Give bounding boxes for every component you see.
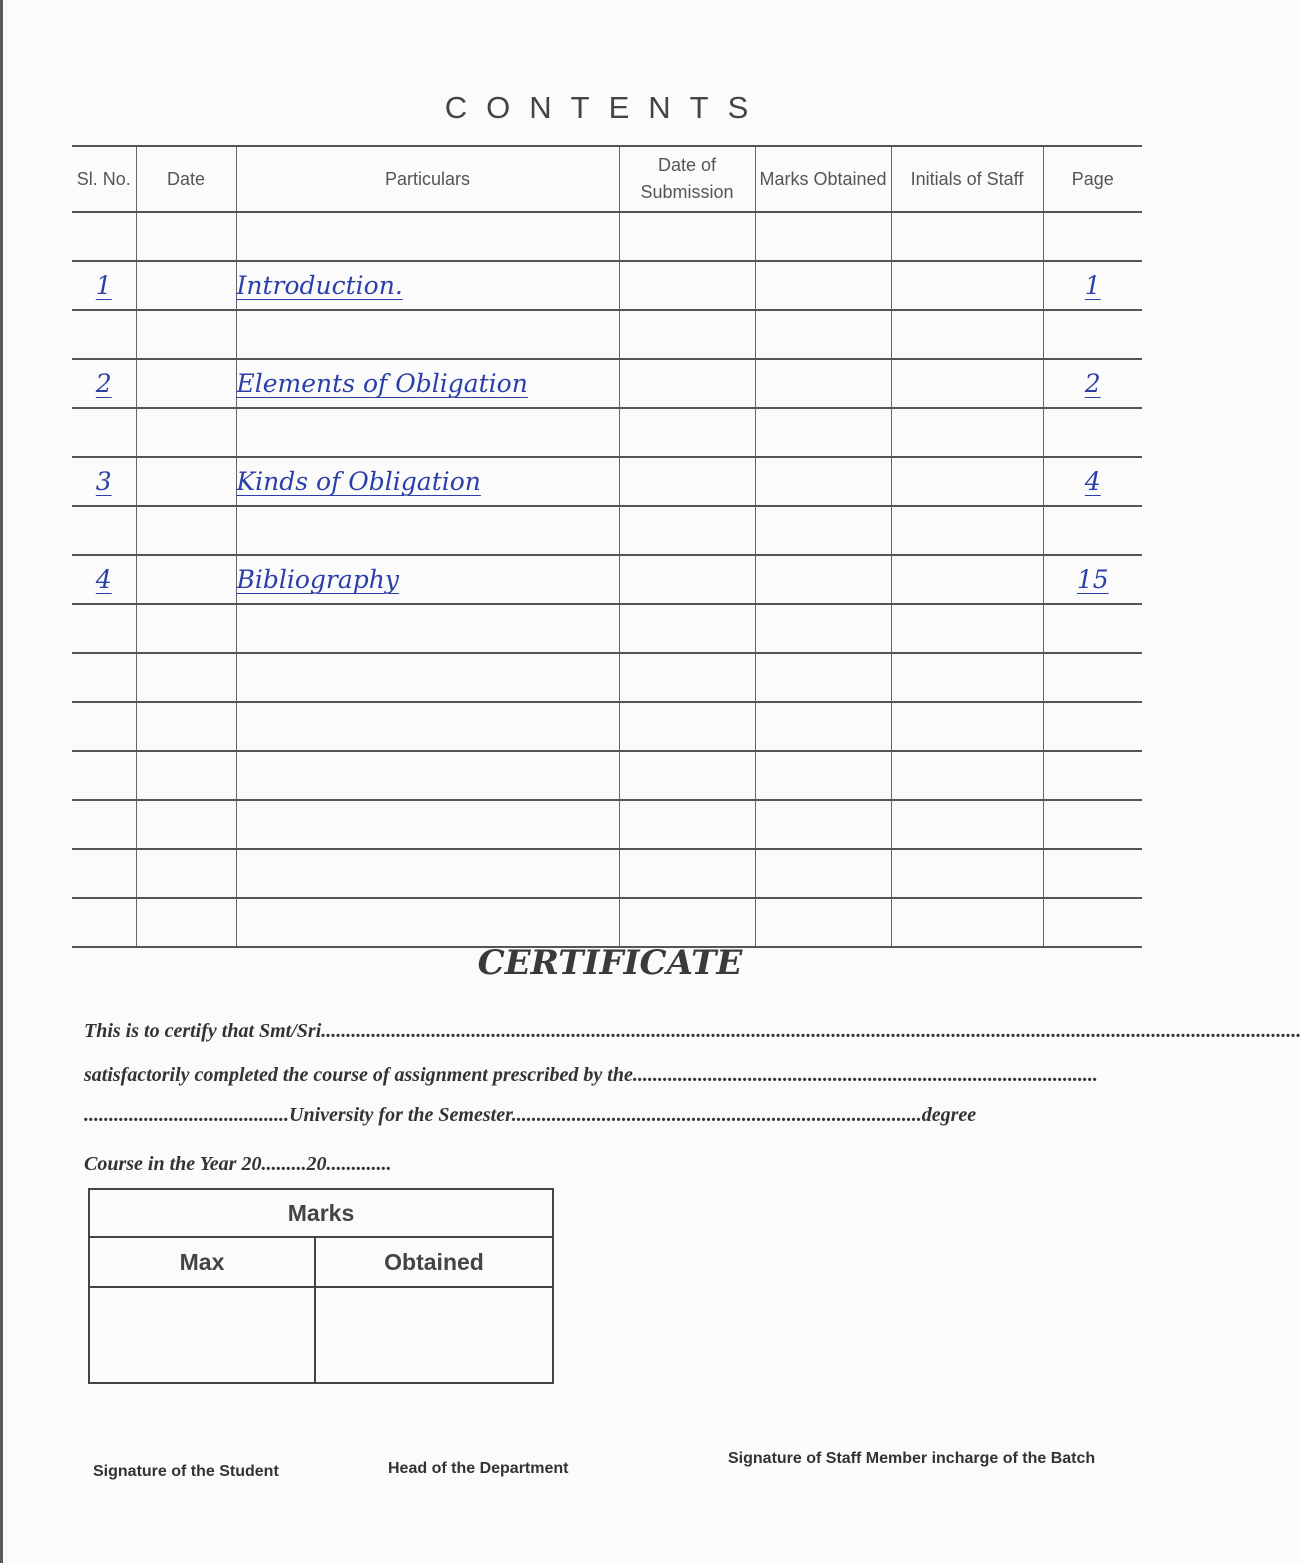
page-cell [1043, 261, 1142, 310]
initials-cell [891, 653, 1043, 702]
submission-cell [619, 408, 755, 457]
marks-cell [755, 555, 891, 604]
initials-cell [891, 800, 1043, 849]
sl-cell [72, 800, 136, 849]
marks-cell [755, 898, 891, 947]
date-cell [136, 506, 236, 555]
sl-cell [72, 751, 136, 800]
initials-cell [891, 457, 1043, 506]
sl-cell [72, 555, 136, 604]
initials-cell [891, 408, 1043, 457]
sl-cell [72, 653, 136, 702]
marks-obtained-value [315, 1287, 553, 1383]
sl-text: 1 [95, 271, 112, 300]
submission-cell [619, 800, 755, 849]
particulars-cell [236, 702, 619, 751]
date-cell [136, 849, 236, 898]
submission-cell [619, 261, 755, 310]
page-cell [1043, 849, 1142, 898]
table-row [72, 212, 1142, 261]
date-cell [136, 800, 236, 849]
marks-table [88, 1188, 554, 1384]
date-cell [136, 212, 236, 261]
header-date: Date [136, 146, 236, 212]
particulars-cell [236, 604, 619, 653]
certificate-title: CERTIFICATE [477, 943, 743, 983]
table-row [72, 310, 1142, 359]
table-row [72, 800, 1142, 849]
signature-hod: Head of the Department [388, 1460, 569, 1477]
marks-cell [755, 310, 891, 359]
sl-text: 2 [95, 369, 112, 398]
page-cell [1043, 457, 1142, 506]
particulars-cell [236, 212, 619, 261]
marks-cell [755, 751, 891, 800]
submission-cell [619, 604, 755, 653]
date-cell [136, 261, 236, 310]
page-text: 15 [1076, 565, 1109, 594]
marks-cell [755, 457, 891, 506]
submission-cell [619, 212, 755, 261]
submission-cell [619, 653, 755, 702]
initials-cell [891, 359, 1043, 408]
particulars-cell [236, 898, 619, 947]
submission-cell [619, 849, 755, 898]
certificate-line-2: satisfactorily completed the course of assignment prescribed by the............................................................................................. [84, 1064, 1098, 1086]
particulars-text: Kinds of Obligation [236, 467, 481, 496]
marks-obtained-label: Obtained [315, 1237, 553, 1287]
particulars-cell [236, 555, 619, 604]
particulars-cell [236, 457, 619, 506]
date-cell [136, 555, 236, 604]
table-row [72, 751, 1142, 800]
initials-cell [891, 506, 1043, 555]
sl-cell [72, 506, 136, 555]
particulars-cell [236, 408, 619, 457]
date-cell [136, 898, 236, 947]
particulars-cell [236, 751, 619, 800]
initials-cell [891, 310, 1043, 359]
marks-cell [755, 849, 891, 898]
initials-cell [891, 604, 1043, 653]
certificate-line-1: This is to certify that Smt/Sri.................................................................................................................................................................................................... [84, 1020, 1301, 1042]
page-cell [1043, 212, 1142, 261]
table-row [72, 506, 1142, 555]
submission-cell [619, 506, 755, 555]
sl-cell [72, 849, 136, 898]
page-cell [1043, 800, 1142, 849]
page-text: 2 [1084, 369, 1101, 398]
signature-staff: Signature of Staff Member incharge of the Batch [728, 1450, 1096, 1467]
table-row [72, 555, 1142, 604]
sl-cell [72, 702, 136, 751]
table-row [72, 359, 1142, 408]
marks-cell [755, 212, 891, 261]
marks-max-value [89, 1287, 315, 1383]
sl-cell [72, 310, 136, 359]
sl-text: 4 [95, 565, 112, 594]
page-edge [0, 0, 3, 1563]
sl-cell [72, 898, 136, 947]
sl-cell [72, 457, 136, 506]
table-row [72, 653, 1142, 702]
particulars-cell [236, 261, 619, 310]
certificate-line-3: .........................................University for the Semester..................................................................................degree [84, 1104, 977, 1126]
particulars-text: Introduction. [236, 271, 403, 300]
sl-cell [72, 604, 136, 653]
submission-cell [619, 457, 755, 506]
date-cell [136, 751, 236, 800]
page-cell [1043, 359, 1142, 408]
marks-cell [755, 653, 891, 702]
submission-cell [619, 310, 755, 359]
sl-text: 3 [95, 467, 112, 496]
header-marks-obtained: Marks Obtained [755, 146, 891, 212]
particulars-cell [236, 310, 619, 359]
marks-cell [755, 359, 891, 408]
date-cell [136, 604, 236, 653]
page-cell [1043, 408, 1142, 457]
initials-cell [891, 849, 1043, 898]
contents-table [72, 145, 1142, 948]
marks-max-label: Max [89, 1237, 315, 1287]
marks-cell [755, 408, 891, 457]
contents-header-row [72, 146, 1142, 212]
initials-cell [891, 898, 1043, 947]
page-cell [1043, 898, 1142, 947]
page-cell [1043, 702, 1142, 751]
date-cell [136, 408, 236, 457]
particulars-cell [236, 800, 619, 849]
date-cell [136, 310, 236, 359]
page-cell [1043, 653, 1142, 702]
marks-cell [755, 604, 891, 653]
particulars-text: Elements of Obligation [236, 369, 528, 398]
sl-cell [72, 212, 136, 261]
sl-cell [72, 261, 136, 310]
table-row [72, 604, 1142, 653]
table-row [72, 898, 1142, 947]
page-cell [1043, 310, 1142, 359]
initials-cell [891, 555, 1043, 604]
particulars-cell [236, 653, 619, 702]
particulars-text: Bibliography [236, 565, 399, 594]
marks-cell [755, 702, 891, 751]
marks-header: Marks [89, 1189, 553, 1237]
initials-cell [891, 702, 1043, 751]
sl-cell [72, 359, 136, 408]
page-text: 1 [1084, 271, 1101, 300]
table-row [72, 408, 1142, 457]
page-cell [1043, 751, 1142, 800]
submission-cell [619, 898, 755, 947]
page-cell [1043, 506, 1142, 555]
submission-cell [619, 359, 755, 408]
table-row [72, 702, 1142, 751]
date-cell [136, 702, 236, 751]
table-row [72, 261, 1142, 310]
header-page: Page [1043, 146, 1142, 212]
table-row [72, 457, 1142, 506]
header-particulars: Particulars [236, 146, 619, 212]
particulars-cell [236, 506, 619, 555]
page-text: 4 [1084, 467, 1101, 496]
page-cell [1043, 604, 1142, 653]
contents-body [72, 212, 1142, 947]
marks-cell [755, 506, 891, 555]
certificate-line-4: Course in the Year 20.........20............. [84, 1153, 392, 1175]
marks-cell [755, 261, 891, 310]
submission-cell [619, 751, 755, 800]
initials-cell [891, 261, 1043, 310]
header-date-of-submission: Date of Submission [619, 146, 755, 212]
header-initials-of-staff: Initials of Staff [891, 146, 1043, 212]
page-title: CONTENTS [444, 90, 768, 125]
sl-cell [72, 408, 136, 457]
signature-student: Signature of the Student [93, 1463, 279, 1480]
date-cell [136, 359, 236, 408]
page-cell [1043, 555, 1142, 604]
date-cell [136, 457, 236, 506]
submission-cell [619, 702, 755, 751]
header-sl-no: Sl. No. [72, 146, 136, 212]
particulars-cell [236, 849, 619, 898]
date-cell [136, 653, 236, 702]
marks-cell [755, 800, 891, 849]
particulars-cell [236, 359, 619, 408]
initials-cell [891, 212, 1043, 261]
submission-cell [619, 555, 755, 604]
table-row [72, 849, 1142, 898]
initials-cell [891, 751, 1043, 800]
